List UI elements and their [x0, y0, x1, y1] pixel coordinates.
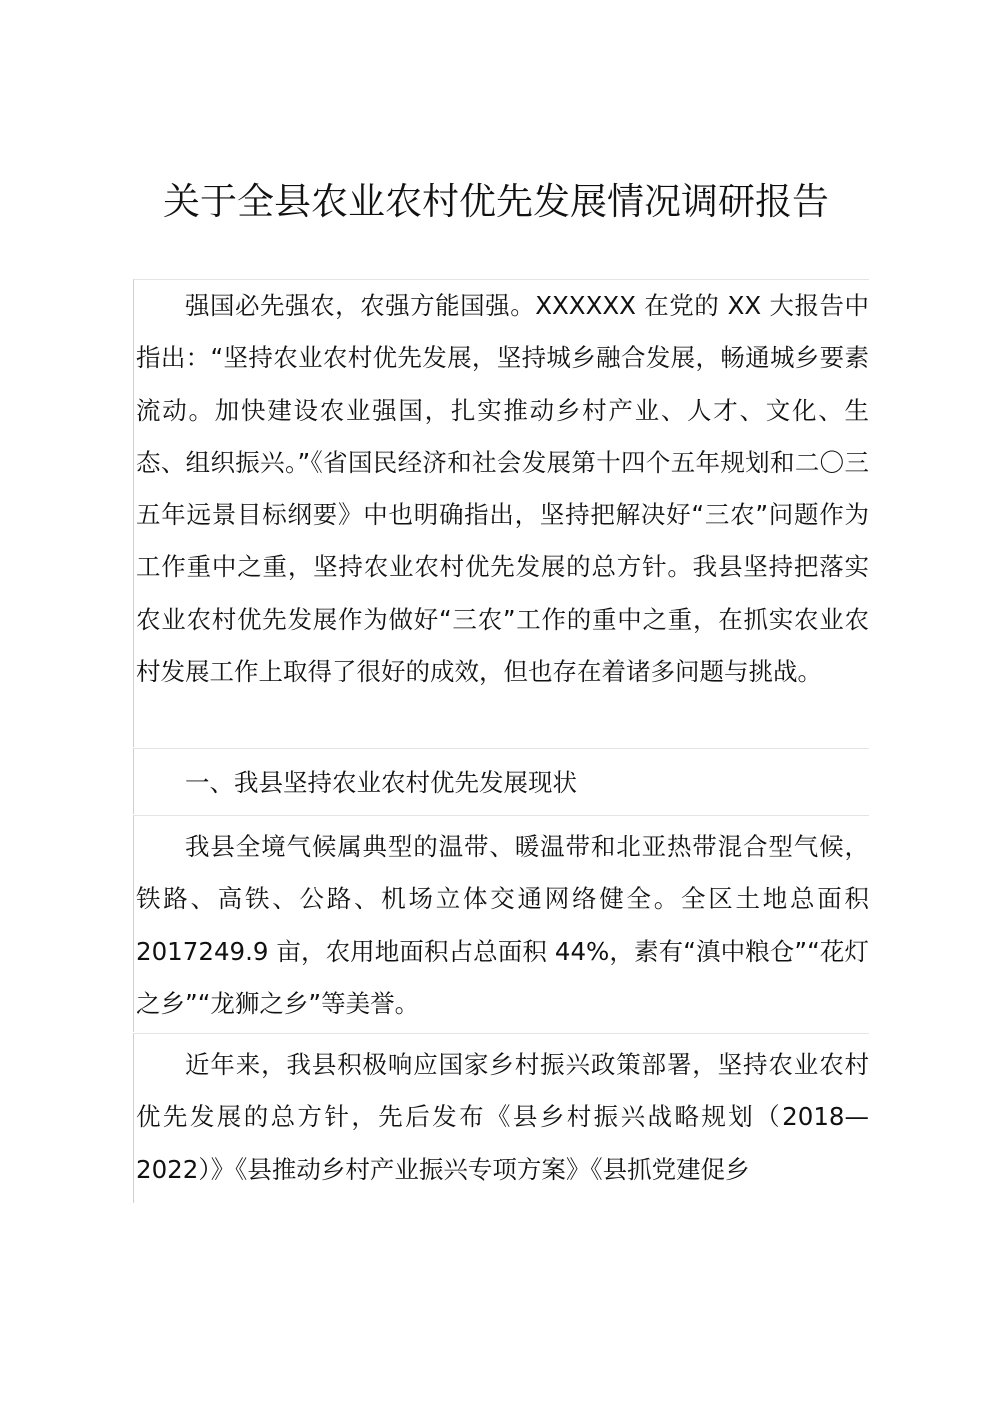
section-heading-1: 一、我县坚持农业农村优先发展现状 [133, 748, 869, 814]
document-title: 关于全县农业农村优先发展情况调研报告 [163, 180, 829, 223]
paragraph-intro: 强国必先强农，农强方能国强。XXXXXX 在党的 XX 大报告中指出：“坚持农业农村优先发展，坚持城乡融合发展，畅通城乡要素流动。加快建设农业强国，扎实推动乡村产业、人才、文化、生态、组织振兴。”《省国民经济和社会发展第十四个五年规划和二〇三五年远景目标纲要》中也明确指出，坚持把解决好“三农”问题作为工作重中之重，坚持农业农村优先发展的总方针。我县坚持把落实农业农村优先发展作为做好“三农”工作的重中之重，在抓实农业农村发展工作上取得了很好的成效，但也存在着诸多问题与挑战。 [133, 279, 869, 747]
paragraph-recent-years: 近年来，我县积极响应国家乡村振兴政策部署，坚持农业农村优先发展的总方针，先后发布《县乡村振兴战略规划（2018—2022）》《县推动乡村产业振兴专项方案》《县抓党建促乡 [133, 1033, 869, 1203]
paragraph-county-overview: 我县全境气候属典型的温带、暖温带和北亚热带混合型气候，铁路、高铁、公路、机场立体交通网络健全。全区土地总面积 2017249.9 亩，农用地面积占总面积 44%，素有“滇中粮仓”“花灯之乡”“龙狮之乡”等美誉。 [133, 815, 869, 1032]
